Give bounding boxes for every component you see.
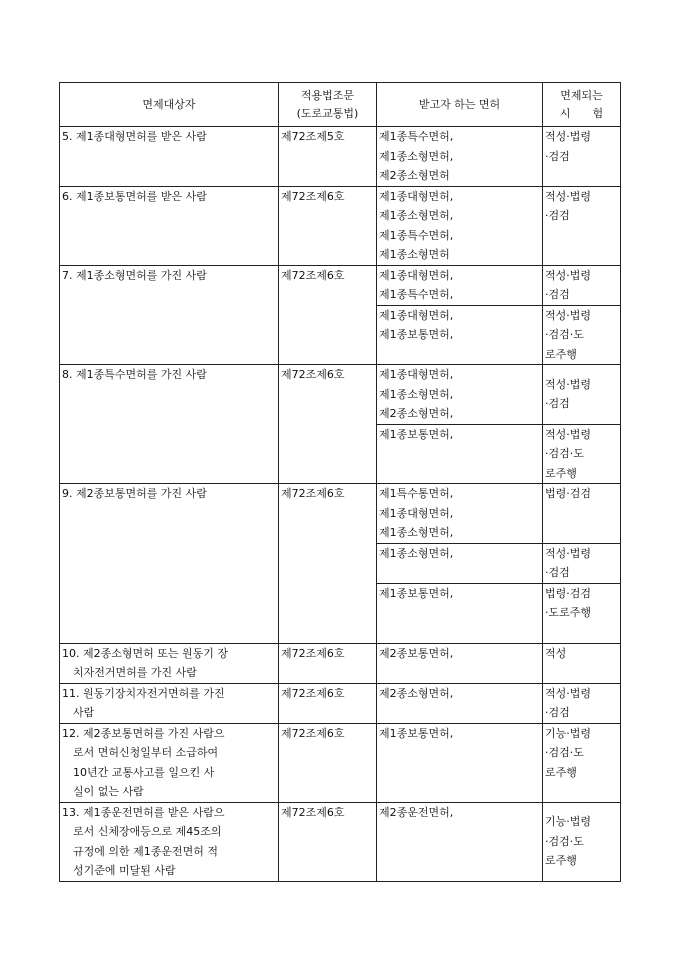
subject-cell: 9. 제2종보통면허를 가진 사람	[60, 484, 279, 644]
subject-cell: 5. 제1종대형면허를 받은 사람	[60, 127, 279, 187]
exam-cell: 법령·검검	[543, 484, 621, 544]
license-cell: 제1특수통면허, 제1종대형면허, 제1종소형면허,	[377, 484, 543, 544]
exam-cell: 적성·법령 ·검검	[543, 265, 621, 305]
license-cell: 제1종대형면허, 제1종소형면허, 제1종특수면허, 제1종소형면허	[377, 186, 543, 265]
exam-cell: 적성·법령 ·검검·도 로주행	[543, 305, 621, 365]
header-license: 받고자 하는 면허	[377, 83, 543, 127]
subject-cell: 10. 제2종소형면허 또는 원동기 장 치자전거면허를 가진 사람	[60, 643, 279, 683]
license-cell: 제1종보통면허,	[377, 583, 543, 643]
law-cell: 제72조제6호	[279, 484, 377, 644]
exam-cell: 법령·검검 ·도로주행	[543, 583, 621, 643]
exam-cell: 적성·법령 ·검검·도 로주행	[543, 424, 621, 484]
subject-cell: 6. 제1종보통면허를 받은 사람	[60, 186, 279, 265]
license-cell: 제1종대형면허, 제1종소형면허, 제2종소형면허,	[377, 365, 543, 425]
header-subject: 면제대상자	[60, 83, 279, 127]
exam-cell: 적성·법령 ·검검	[543, 683, 621, 723]
table-row	[60, 802, 621, 881]
header-exam: 면제되는 시 험	[543, 83, 621, 127]
license-cell: 제1종대형면허, 제1종특수면허,	[377, 265, 543, 305]
license-cell: 제1종보통면허,	[377, 723, 543, 802]
table-row	[60, 265, 621, 305]
subject-cell: 13. 제1종운전면허를 받은 사람으 로서 신체장애등으로 제45조의 규정에 의한 제1종운전면허 적 성기준에 미달된 사람	[60, 802, 279, 881]
table-row	[60, 683, 621, 723]
exam-cell: 적성·법령 ·검검	[543, 127, 621, 187]
law-cell: 제72조제6호	[279, 643, 377, 683]
law-cell: 제72조제6호	[279, 802, 377, 881]
subject-cell: 7. 제1종소형면허를 가진 사람	[60, 265, 279, 365]
header-row	[60, 83, 621, 127]
table-row	[60, 186, 621, 265]
law-cell: 제72조제6호	[279, 723, 377, 802]
exam-cell: 적성	[543, 643, 621, 683]
exemption-table	[59, 82, 621, 882]
license-cell: 제2종보통면허,	[377, 643, 543, 683]
table-row	[60, 643, 621, 683]
license-cell: 제1종대형면허, 제1종보통면허,	[377, 305, 543, 365]
law-cell: 제72조제5호	[279, 127, 377, 187]
subject-cell: 11. 원동기장치자전거면허를 가진 사람	[60, 683, 279, 723]
table-row	[60, 723, 621, 802]
subject-cell: 12. 제2종보통면허를 가진 사람으 로서 면허신청일부터 소급하여 10년간 교통사고를 일으킨 사 실이 없는 사람	[60, 723, 279, 802]
table-row	[60, 127, 621, 187]
exam-cell: 적성·법령 ·검검	[543, 186, 621, 265]
table-row	[60, 365, 621, 425]
license-cell: 제2종운전면허,	[377, 802, 543, 881]
exam-cell: 적성·법령 ·검검	[543, 365, 621, 425]
law-cell: 제72조제6호	[279, 683, 377, 723]
license-cell: 제1종소형면허,	[377, 543, 543, 583]
law-cell: 제72조제6호	[279, 186, 377, 265]
license-cell: 제1종특수면허, 제1종소형면허, 제2종소형면허	[377, 127, 543, 187]
header-law: 적용법조문 (도로교통법)	[279, 83, 377, 127]
license-cell: 제2종소형면허,	[377, 683, 543, 723]
table-row	[60, 484, 621, 544]
license-cell: 제1종보통면허,	[377, 424, 543, 484]
law-cell: 제72조제6호	[279, 265, 377, 365]
exam-cell: 기능·법령 ·검검·도 로주행	[543, 723, 621, 802]
law-cell: 제72조제6호	[279, 365, 377, 484]
subject-cell: 8. 제1종특수면허를 가진 사람	[60, 365, 279, 484]
exam-cell: 적성·법령 ·검검	[543, 543, 621, 583]
exam-cell: 기능·법령 ·검검·도 로주행	[543, 802, 621, 881]
